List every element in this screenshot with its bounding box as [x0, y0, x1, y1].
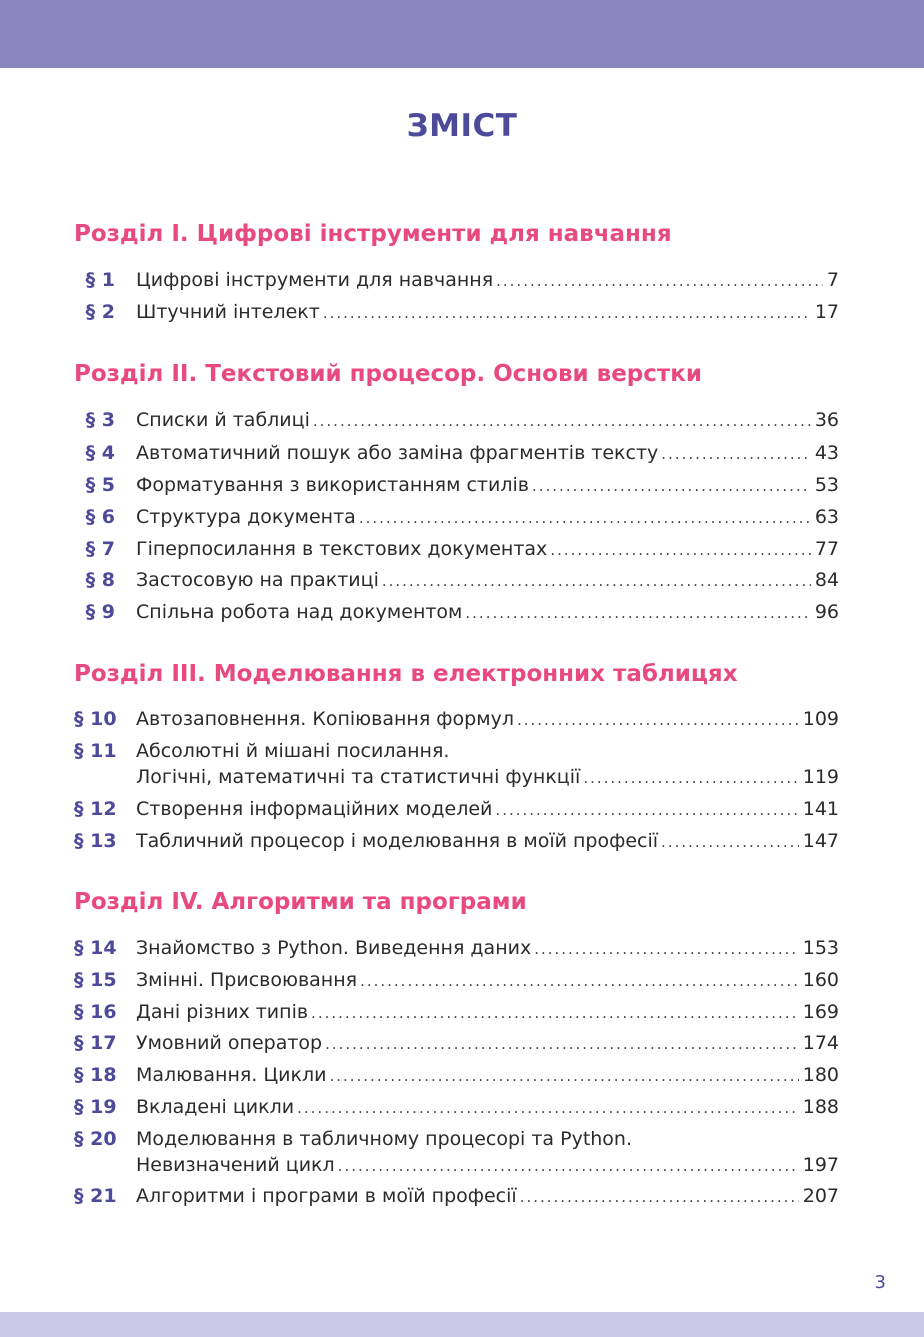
entry-number: § 11	[74, 740, 117, 762]
entry-title: Автоматичний пошук або заміна фрагментів тексту	[136, 442, 659, 464]
entry-title: Абсолютні й мішані посилання.	[136, 740, 450, 762]
entry-title: Дані різних типів	[136, 1001, 309, 1023]
entry-title: Застосовую на практиці	[136, 569, 379, 591]
leader-dots	[534, 933, 799, 965]
entry-number: § 15	[74, 969, 117, 991]
section-heading-3: Розділ III. Моделювання в електронних таблицях	[74, 661, 738, 687]
entry-number: § 1	[85, 269, 115, 291]
entry-number: § 9	[85, 601, 115, 623]
entry-number: § 19	[74, 1096, 117, 1118]
entry-page: 188	[802, 1096, 839, 1118]
entry-page: 160	[802, 969, 839, 991]
entry-title: Створення інформаційних моделей	[136, 798, 493, 820]
entry-number: § 7	[85, 538, 115, 560]
entry-number: § 16	[74, 1001, 117, 1023]
entry-page: 96	[814, 601, 839, 623]
entry-title: Штучний інтелект	[136, 301, 320, 323]
entry-page: 197	[802, 1154, 839, 1176]
entry-title: Змінні. Присвоювання	[136, 969, 358, 991]
page-title: ЗМІСТ	[406, 108, 518, 144]
entry-page: 109	[802, 708, 839, 730]
leader-dots	[661, 438, 811, 470]
section-heading-4: Розділ IV. Алгоритми та програми	[74, 889, 527, 915]
entry-page: 174	[802, 1032, 839, 1054]
entry-page: 169	[802, 1001, 839, 1023]
entry-number: § 10	[74, 708, 117, 730]
top-header-band	[0, 0, 924, 68]
entry-title: Спільна робота над документом	[136, 601, 463, 623]
page-number: 3	[874, 1272, 886, 1293]
section-heading-1: Розділ I. Цифрові інструменти для навчання	[74, 221, 672, 247]
entry-title: Алгоритми і програми в моїй професії	[136, 1185, 517, 1207]
leader-dots	[297, 1092, 799, 1124]
section-heading-2: Розділ II. Текстовий процесор. Основи верстки	[74, 361, 702, 387]
leader-dots	[382, 565, 811, 597]
leader-dots	[517, 704, 799, 736]
leader-dots	[359, 502, 811, 534]
entry-page: 7	[826, 269, 839, 291]
leader-dots	[311, 997, 799, 1029]
entry-title: Автозаповнення. Копіювання формул	[136, 708, 514, 730]
entry-number: § 21	[74, 1185, 117, 1207]
entry-page: 36	[814, 409, 839, 431]
bottom-footer-band	[0, 1312, 924, 1337]
entry-page: 180	[802, 1064, 839, 1086]
leader-dots	[495, 794, 798, 826]
entry-title: Моделювання в табличному процесорі та Python.	[136, 1128, 633, 1150]
leader-dots	[329, 1060, 798, 1092]
entry-title: Умовний оператор	[136, 1032, 323, 1054]
entry-title-continued: Логічні, математичні та статистичні функції	[136, 766, 581, 788]
entry-page: 43	[814, 442, 839, 464]
leader-dots	[465, 597, 810, 629]
entry-page: 207	[802, 1185, 839, 1207]
entry-number: § 20	[74, 1128, 117, 1150]
entry-title: Списки й таблиці	[136, 409, 310, 431]
leader-dots	[496, 265, 823, 297]
entry-page: 84	[814, 569, 839, 591]
entry-title: Вкладені цикли	[136, 1096, 295, 1118]
entry-number: § 5	[85, 474, 115, 496]
entry-title: Структура документа	[136, 506, 356, 528]
entry-title: Табличний процесор і моделювання в моїй професії	[136, 830, 659, 852]
entry-title: Цифрові інструменти для навчання	[136, 269, 494, 291]
leader-dots	[583, 762, 798, 794]
leader-dots	[661, 826, 799, 858]
entry-page: 153	[802, 937, 839, 959]
entry-title: Форматування з використанням стилів	[136, 474, 529, 496]
entry-title: Гіперпосилання в текстових документах	[136, 538, 548, 560]
entry-page: 17	[814, 301, 839, 323]
entry-title-continued: Невизначений цикл	[136, 1154, 335, 1176]
entry-number: § 8	[85, 569, 115, 591]
entry-number: § 2	[85, 301, 115, 323]
leader-dots	[532, 470, 811, 502]
entry-page: 147	[802, 830, 839, 852]
entry-number: § 13	[74, 830, 117, 852]
entry-page: 119	[802, 766, 839, 788]
entry-number: § 17	[74, 1032, 117, 1054]
entry-number: § 12	[74, 798, 117, 820]
entry-number: § 18	[74, 1064, 117, 1086]
entry-page: 63	[814, 506, 839, 528]
leader-dots	[313, 405, 811, 437]
entry-number: § 4	[85, 442, 115, 464]
entry-title: Знайомство з Python. Виведення даних	[136, 937, 532, 959]
leader-dots	[325, 1028, 799, 1060]
leader-dots	[520, 1181, 799, 1213]
entry-number: § 3	[85, 409, 115, 431]
entry-page: 53	[814, 474, 839, 496]
entry-page: 77	[814, 538, 839, 560]
leader-dots	[360, 965, 799, 997]
leader-dots	[338, 1150, 799, 1182]
entry-number: § 6	[85, 506, 115, 528]
entry-number: § 14	[74, 937, 117, 959]
entry-page: 141	[802, 798, 839, 820]
leader-dots	[550, 534, 811, 566]
leader-dots	[323, 297, 811, 329]
entry-title: Малювання. Цикли	[136, 1064, 327, 1086]
